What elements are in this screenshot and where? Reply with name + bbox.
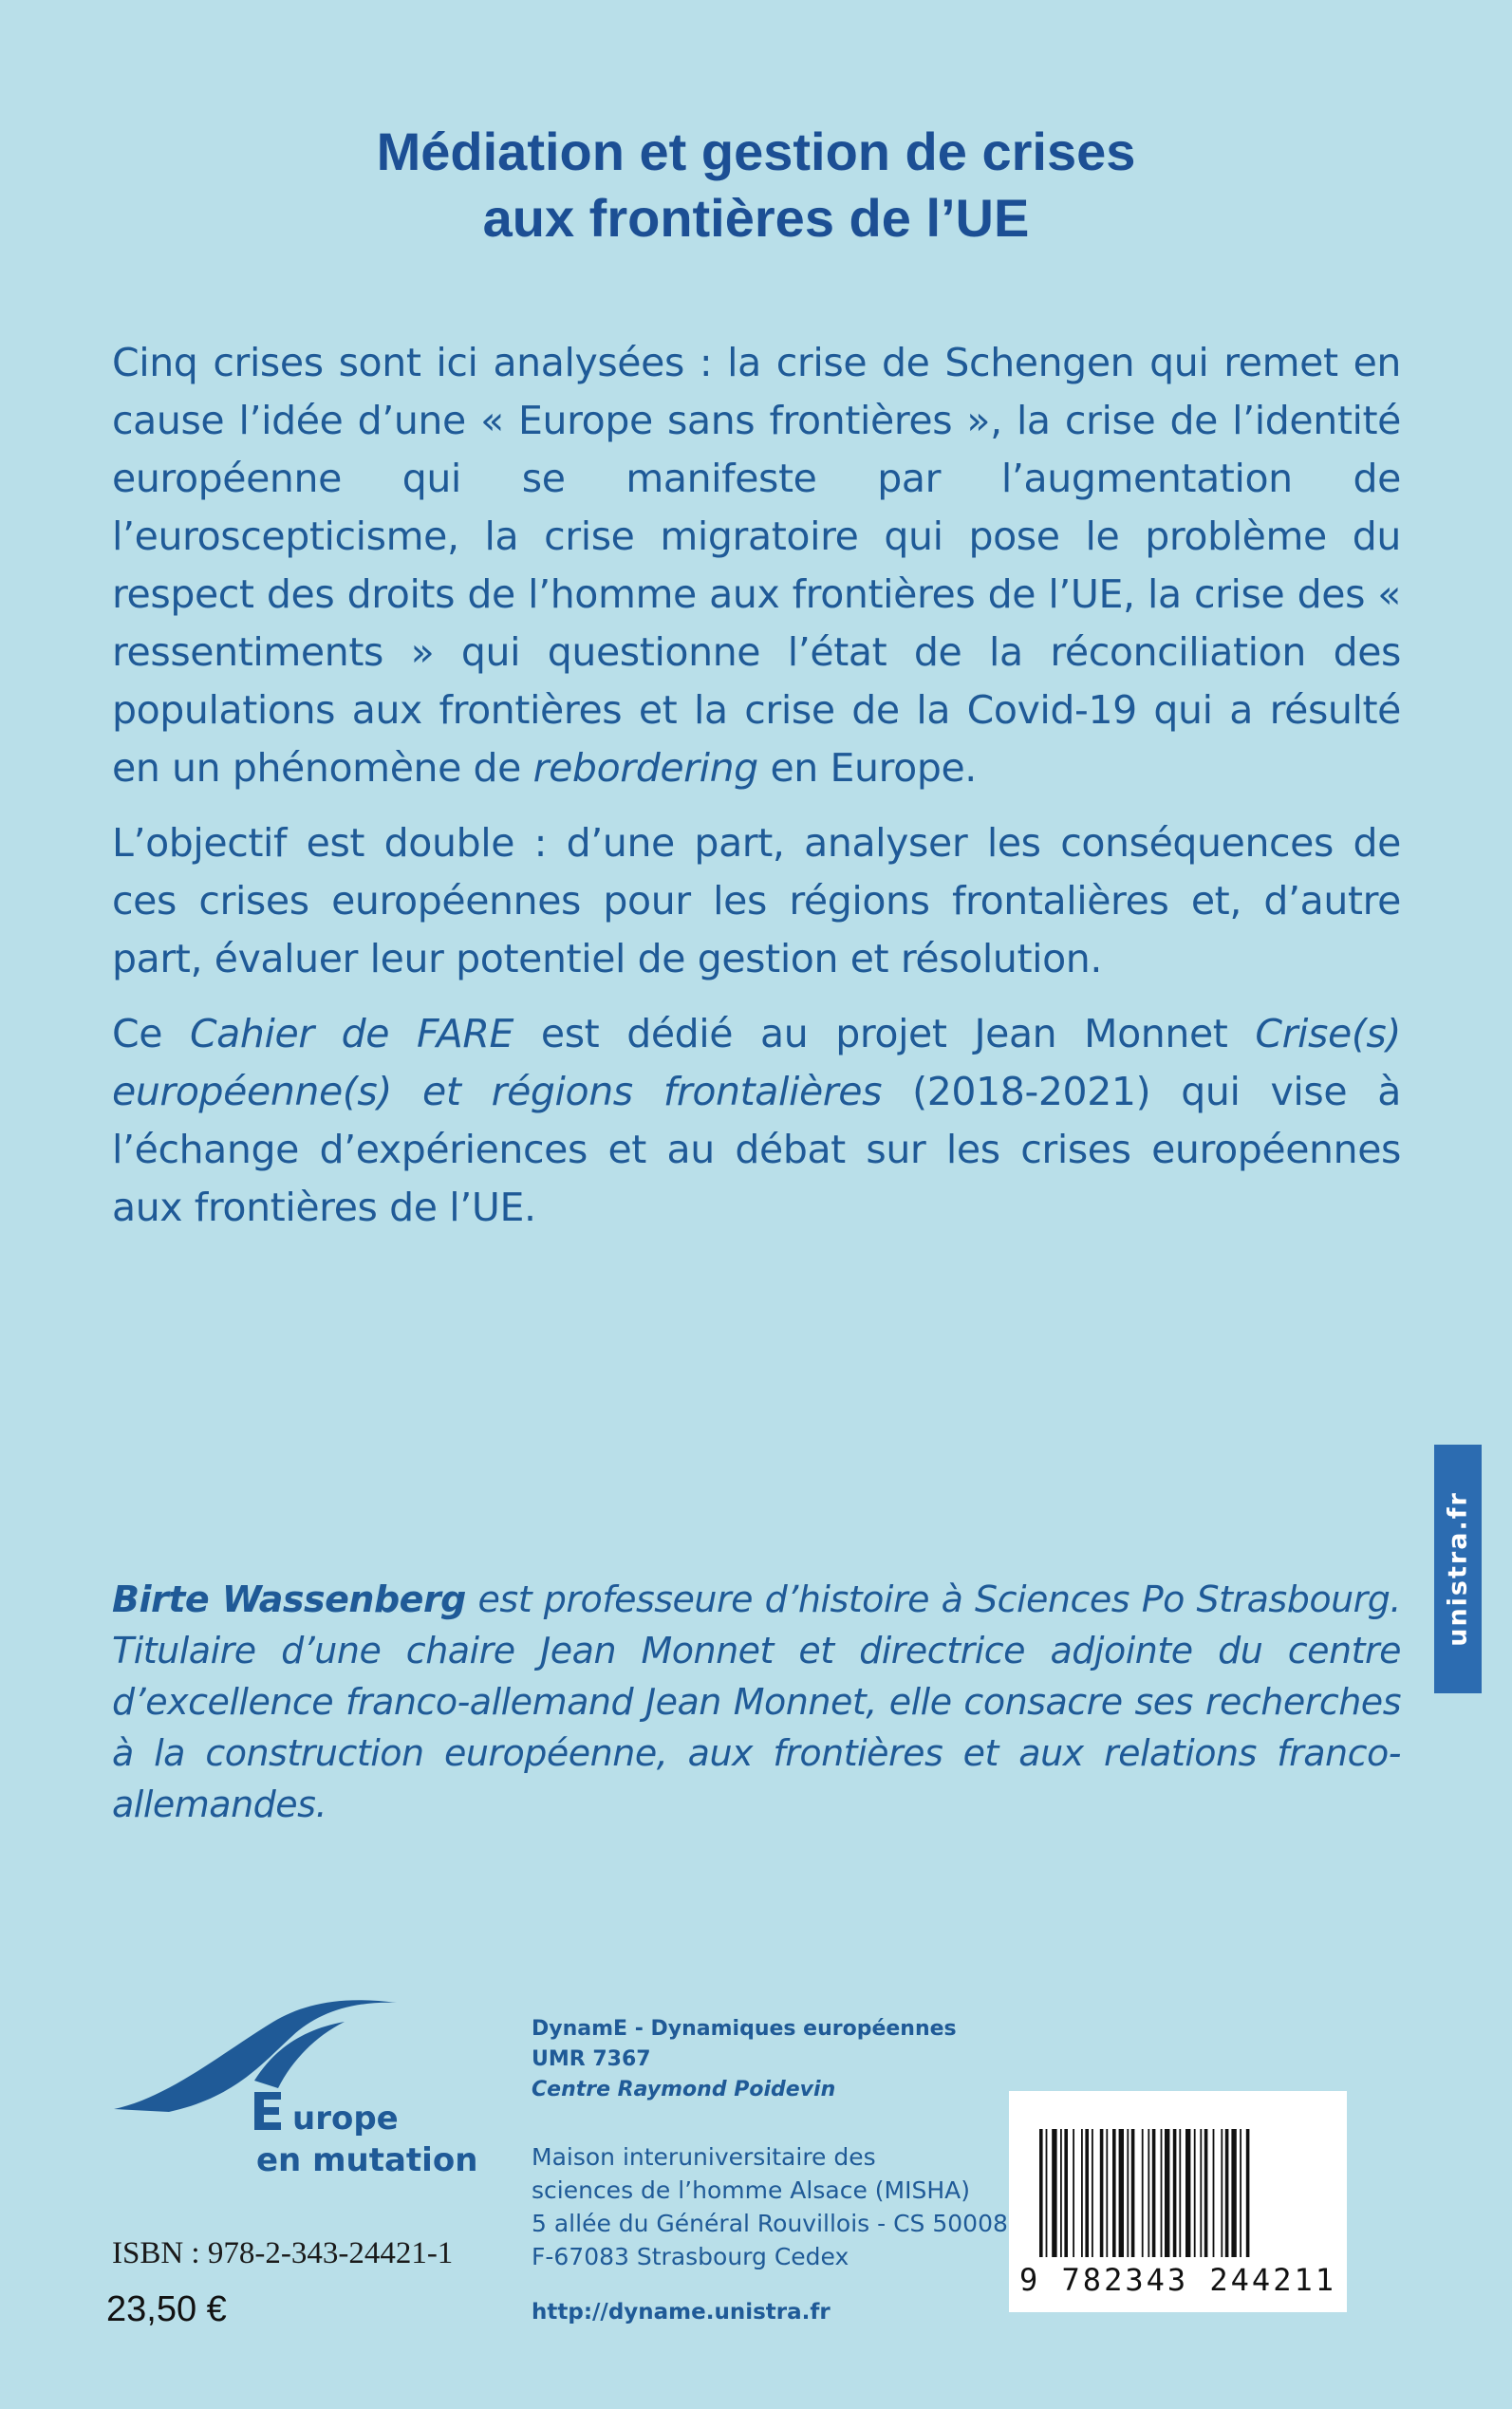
- barcode-bar: [1246, 2129, 1250, 2257]
- isbn: ISBN : 978-2-343-24421-1: [112, 2236, 454, 2270]
- author-bio-text: est professeure d’histoire à Sciences Po Strasbourg. Titulaire d’une chaire Jean Monnet et directrice adjointe du centre d’excellence franco-allemand Jean Monnet, elle consacre ses recherches à la construction européenne, aux frontières et aux relations franco-allemandes.: [112, 1578, 1401, 1825]
- barcode-bar: [1185, 2129, 1190, 2257]
- barcode-bar: [1073, 2129, 1074, 2257]
- publisher-name-line: DynamE - Dynamiques européennes: [532, 2017, 957, 2041]
- price: 23,50 €: [106, 2289, 227, 2329]
- barcode: [1009, 2091, 1347, 2312]
- barcode-bar: [1240, 2129, 1241, 2257]
- barcode-digits: 9 782343 244211: [1019, 2262, 1336, 2298]
- barcode-bar: [1152, 2129, 1156, 2257]
- barcode-bar: [1106, 2129, 1108, 2257]
- barcode-bar: [1194, 2129, 1196, 2257]
- unistra-label: unistra.fr: [1443, 1491, 1473, 1647]
- barcode-bar: [1081, 2129, 1083, 2257]
- publisher-address: [532, 2140, 1008, 2273]
- author-name: Birte Wassenberg: [112, 1578, 466, 1620]
- address-line: 5 allée du Général Rouvillois - CS 50008: [532, 2210, 1008, 2237]
- barcode-bar: [1060, 2129, 1062, 2257]
- logo-text-line-1: urope: [292, 2100, 399, 2138]
- publisher-url[interactable]: http://dyname.unistra.fr: [532, 2300, 831, 2325]
- logo-text-line-2: en mutation: [256, 2141, 478, 2179]
- barcode-bar: [1039, 2129, 1043, 2257]
- barcode-bar: [1213, 2129, 1215, 2257]
- barcode-bar: [1179, 2129, 1181, 2257]
- italic-term: rebordering: [532, 745, 758, 791]
- barcode-bar: [1148, 2129, 1149, 2257]
- barcode-bar: [1112, 2129, 1116, 2257]
- title-line-2: aux frontières de l’UE: [482, 188, 1030, 248]
- barcode-bar: [1046, 2129, 1048, 2257]
- barcode-bar: [1127, 2129, 1129, 2257]
- title-line-1: Médiation et gestion de crises: [376, 121, 1136, 181]
- summary: [112, 334, 1401, 1254]
- barcode-bar: [1165, 2129, 1169, 2257]
- barcode-bar: [1085, 2129, 1089, 2257]
- logo-text: [256, 2098, 477, 2181]
- summary-paragraph-1: Cinq crises sont ici analysées : la crise de Schengen qui remet en cause l’idée d’une « Europe sans frontières », la crise de l’identité européenne qui se manifeste par l’augmentation de l’euroscepticisme, la crise migratoire qui pose le problème du respect des droits de l’homme aux frontières de l’UE, la crise des « ressentiments » qui questionne l’état de la réconciliation des populations aux frontières et la crise de la Covid-19 qui a résulté en un phénomène de rebordering en Europe.: [112, 340, 1401, 791]
- barcode-bar: [1142, 2129, 1144, 2257]
- publisher-umr: UMR 7367: [532, 2047, 651, 2071]
- publisher-block: [532, 2014, 957, 2105]
- barcode-icon: [1037, 2129, 1318, 2262]
- barcode-bar: [1064, 2129, 1068, 2257]
- barcode-bar: [1092, 2129, 1093, 2257]
- barcode-bar: [1231, 2129, 1236, 2257]
- barcode-bar: [1221, 2129, 1223, 2257]
- barcode-bar: [1100, 2129, 1104, 2257]
- publisher-centre: Centre Raymond Poidevin: [532, 2078, 836, 2101]
- barcode-bar: [1173, 2129, 1177, 2257]
- author-bio: [112, 1574, 1401, 1830]
- barcode-bar: [1131, 2129, 1135, 2257]
- barcode-bar: [1161, 2129, 1163, 2257]
- summary-paragraph-3: Ce Cahier de FARE est dédié au projet Jean Monnet Crise(s) européenne(s) et régions frontalières (2018-2021) qui vise à l’échange d’expériences et au débat sur les crises européennes aux frontières de l’UE.: [112, 1011, 1401, 1230]
- barcode-bar: [1225, 2129, 1229, 2257]
- barcode-bar: [1204, 2129, 1208, 2257]
- barcode-bar: [1119, 2129, 1124, 2257]
- summary-paragraph-2: L’objectif est double : d’une part, analyser les conséquences de ces crises européennes pour les régions frontalières et, d’autre part, évaluer leur potentiel de gestion et résolution.: [112, 820, 1401, 981]
- barcode-bar: [1200, 2129, 1202, 2257]
- unistra-side-tab: [1434, 1445, 1482, 1693]
- address-line: Maison interuniversitaire des: [532, 2143, 876, 2171]
- address-line: F-67083 Strasbourg Cedex: [532, 2243, 849, 2270]
- barcode-bar: [1052, 2129, 1056, 2257]
- address-line: sciences de l’homme Alsace (MISHA): [532, 2176, 970, 2204]
- book-title: [0, 119, 1512, 252]
